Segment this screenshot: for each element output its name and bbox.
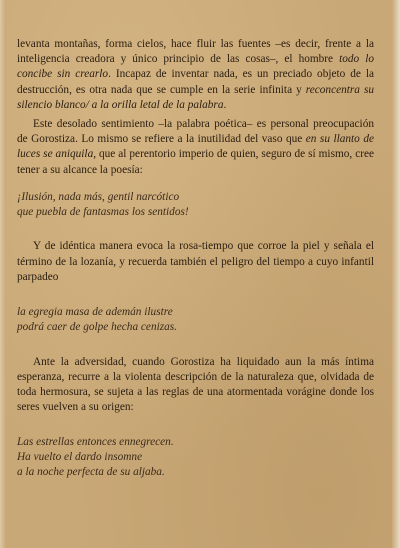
paragraph-1: [17, 37, 374, 113]
verse-line: a la noche perfecta de su aljaba.: [17, 466, 165, 479]
paragraph-1-text: levanta montañas, forma cielos, hace fluir las fuentes –es decir, frente a la inteligencia creadora y único principio de las cosas–, el hombre: [17, 38, 374, 66]
paragraph-1-quote: todo lo concibe sin crearlo: [17, 53, 374, 81]
verse-line: Las estrellas entonces ennegrecen.: [17, 436, 174, 449]
paragraph-2-text-cont: , que al perentorio imperio de quien, seguro de sí mismo, cree tener a su alcance la poesía:: [17, 148, 374, 176]
verse-line: podrá caer de golpe hecha cenizas.: [17, 320, 177, 333]
verse-line: que puebla de fantasmas los sentidos!: [17, 205, 189, 218]
paragraph-3: Y de idéntica manera evoca la rosa-tiempo que corroe la piel y señala el término de la lozanía, y recuerda también el peligro del tiempo a cuyo infantil parpadeo: [17, 240, 374, 283]
paragraph-2-text: Este desolado sentimiento –la palabra poética– es personal preocupación de Gorostiza. Lo mismo se refiere a la inutilidad del vaso que: [17, 118, 374, 146]
paragraph-1-text-cont: . Incapaz de inventar nada, es un preciado objeto de la destrucción, es otra nada que se cumple en la serie infinita y: [17, 68, 375, 96]
verse-line: la egregia masa de ademán ilustre: [17, 306, 173, 319]
paragraph-4: Ante la adversidad, cuando Gorostiza ha liquidado aun la más íntima esperanza, recurre a la violenta descripción de la naturaleza que, olvidada de toda hermosura, se sujeta a las reglas de una atormentada vorágine donde los seres vuelven a su origen:: [17, 355, 374, 414]
paragraph-1-quote-2: reconcentra su silencio blanco/ a la orilla letal de la palabra: [17, 83, 375, 111]
verse-quote-1: [17, 190, 374, 220]
verse-quote-3: [17, 435, 374, 479]
paragraph-2: [17, 117, 374, 178]
verse-line: ¡Ilusión, nada más, gentil narcótico: [17, 190, 180, 203]
paragraph-1-end: .: [223, 98, 227, 111]
verse-quote-2: [17, 305, 374, 335]
paragraph-2-quote: en su llanto de luces se aniquila: [17, 133, 374, 161]
verse-line: Ha vuelto el dardo insomne: [17, 451, 143, 464]
